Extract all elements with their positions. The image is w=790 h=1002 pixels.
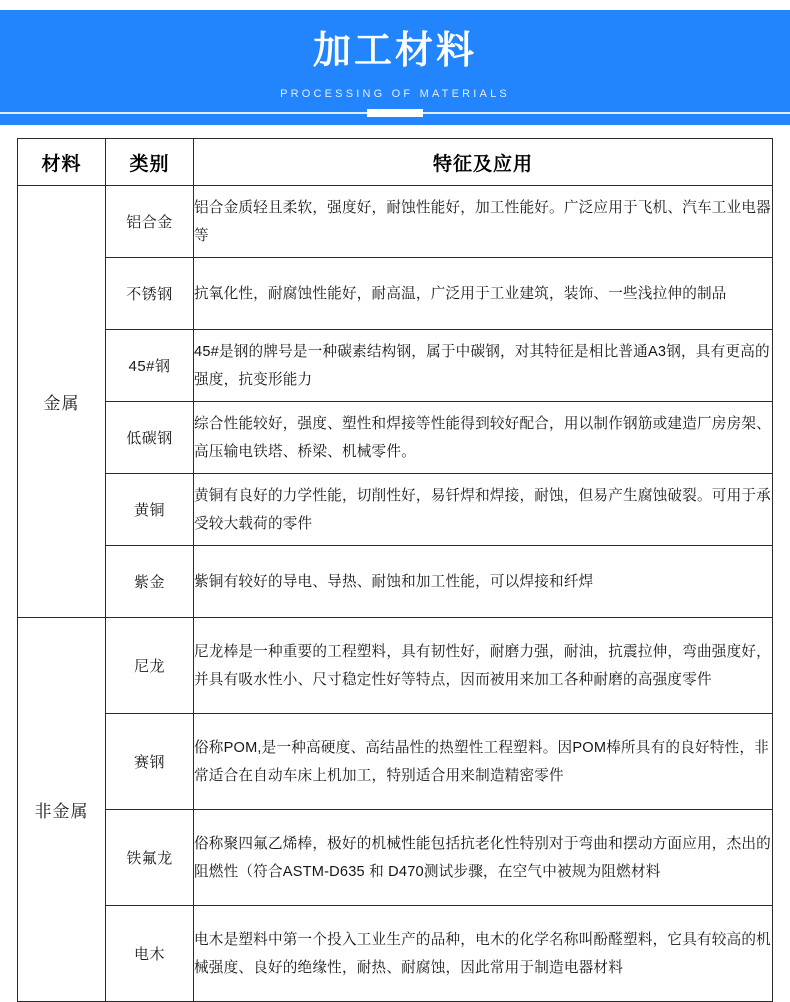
banner-title: 加工材料 <box>312 30 477 72</box>
description-cell: 俗称聚四氟乙烯棒，极好的机械性能包括抗老化性特别对于弯曲和摆动方面应用，杰出的阻燃性（符合ASTM-D635 和 D470测试步骤，在空气中被规为阻燃材料 <box>194 810 773 906</box>
table-row <box>18 474 773 546</box>
column-header-features: 特征及应用 <box>194 139 773 186</box>
category-cell: 45#钢 <box>106 330 194 402</box>
table-body <box>18 186 773 1002</box>
table-row <box>18 810 773 906</box>
category-cell: 不锈钢 <box>106 258 194 330</box>
description-cell: 尼龙棒是一种重要的工程塑料，具有韧性好，耐磨力强，耐油，抗震拉伸，弯曲强度好，并具有吸水性小、尺寸稳定性好等特点，因而被用来加工各种耐磨的高强度零件 <box>194 618 773 714</box>
description-cell: 抗氧化性，耐腐蚀性能好，耐高温，广泛用于工业建筑，装饰、一些浅拉伸的制品 <box>194 258 773 330</box>
category-cell: 尼龙 <box>106 618 194 714</box>
column-header-material: 材料 <box>18 139 106 186</box>
category-cell: 赛钢 <box>106 714 194 810</box>
banner-divider-accent <box>367 109 423 117</box>
category-cell: 紫金 <box>106 546 194 618</box>
materials-table <box>17 138 773 1002</box>
group-label-metal: 金属 <box>18 186 106 618</box>
description-cell: 铝合金质轻且柔软，强度好，耐蚀性能好，加工性能好。广泛应用于飞机、汽车工业电器等 <box>194 186 773 258</box>
banner-subtitle: PROCESSING OF MATERIALS <box>280 88 510 100</box>
table-row <box>18 258 773 330</box>
category-cell: 铝合金 <box>106 186 194 258</box>
page-header-banner <box>0 10 790 125</box>
banner-content <box>0 10 790 125</box>
table-row <box>18 714 773 810</box>
category-cell: 电木 <box>106 906 194 1002</box>
category-cell: 黄铜 <box>106 474 194 546</box>
description-cell: 45#是钢的牌号是一种碳素结构钢，属于中碳钢，对其特征是相比普通A3钢，具有更高的强度，抗变形能力 <box>194 330 773 402</box>
table-row <box>18 330 773 402</box>
table-header-row <box>18 139 773 186</box>
table-row <box>18 618 773 714</box>
category-cell: 铁氟龙 <box>106 810 194 906</box>
group-label-nonmetal: 非金属 <box>18 618 106 1002</box>
column-header-category: 类别 <box>106 139 194 186</box>
description-cell: 紫铜有较好的导电、导热、耐蚀和加工性能，可以焊接和纤焊 <box>194 546 773 618</box>
category-cell: 低碳钢 <box>106 402 194 474</box>
description-cell: 俗称POM,是一种高硬度、高结晶性的热塑性工程塑料。因POM棒所具有的良好特性，非常适合在自动车床上机加工，特别适合用来制造精密零件 <box>194 714 773 810</box>
description-cell: 黄铜有良好的力学性能，切削性好，易钎焊和焊接，耐蚀，但易产生腐蚀破裂。可用于承受较大载荷的零件 <box>194 474 773 546</box>
materials-table-container <box>17 138 772 1002</box>
table-row <box>18 402 773 474</box>
table-row <box>18 186 773 258</box>
table-row <box>18 546 773 618</box>
description-cell: 综合性能较好，强度、塑性和焊接等性能得到较好配合，用以制作钢筋或建造厂房房架、高压输电铁塔、桥梁、机械零件。 <box>194 402 773 474</box>
description-cell: 电木是塑料中第一个投入工业生产的品种，电木的化学名称叫酚醛塑料，它具有较高的机械强度、良好的绝缘性，耐热、耐腐蚀，因此常用于制造电器材料 <box>194 906 773 1002</box>
